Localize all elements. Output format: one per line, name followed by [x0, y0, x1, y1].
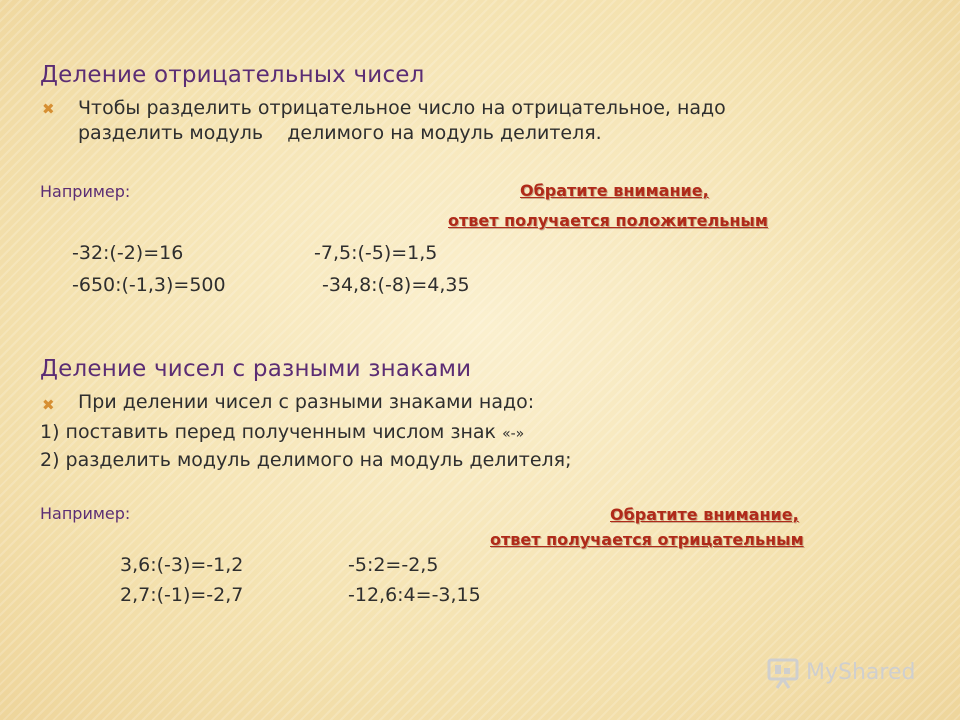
section2-note-line2: ответ получается отрицательным: [490, 530, 804, 549]
section1-example-label: Например:: [40, 182, 131, 201]
section1-example-1: -32:(-2)=16: [72, 242, 184, 264]
bullet-icon: ✖: [42, 396, 55, 414]
section1-note-line1: Обратите внимание,: [520, 181, 709, 200]
section1-example-4: -34,8:(-8)=4,35: [322, 274, 470, 296]
section1-heading: Деление отрицательных чисел: [40, 62, 425, 88]
section1-note-line2: ответ получается положительным: [448, 211, 768, 230]
section1-example-2: -7,5:(-5)=1,5: [314, 242, 438, 264]
section2-step-1-text: 1) поставить перед полученным числом знак: [40, 421, 497, 443]
section2-example-1: 3,6:(-3)=-1,2: [120, 554, 244, 576]
presentation-board-icon: [766, 656, 800, 690]
section2-step-1-sign: «-»: [502, 426, 525, 442]
section2-example-2: -5:2=-2,5: [348, 554, 439, 576]
section2-heading: Деление чисел с разными знаками: [40, 356, 472, 382]
section2-example-label: Например:: [40, 504, 131, 523]
section2-example-4: -12,6:4=-3,15: [348, 584, 481, 606]
bullet-icon: ✖: [42, 100, 55, 118]
section1-rule-line2: разделить модуль делимого на модуль делителя.: [78, 122, 602, 144]
section2-rule-line: При делении чисел с разными знаками надо:: [78, 391, 535, 413]
section2-step-1: [40, 421, 524, 443]
section2-step-2: 2) разделить модуль делимого на модуль делителя;: [40, 449, 572, 471]
section1-rule-line1: Чтобы разделить отрицательное число на отрицательное, надо: [78, 97, 726, 119]
section2-example-3: 2,7:(-1)=-2,7: [120, 584, 244, 606]
section2-note-line1: Обратите внимание,: [610, 505, 799, 524]
section1-example-3: -650:(-1,3)=500: [72, 274, 226, 296]
watermark-text: MyShared: [806, 660, 916, 685]
